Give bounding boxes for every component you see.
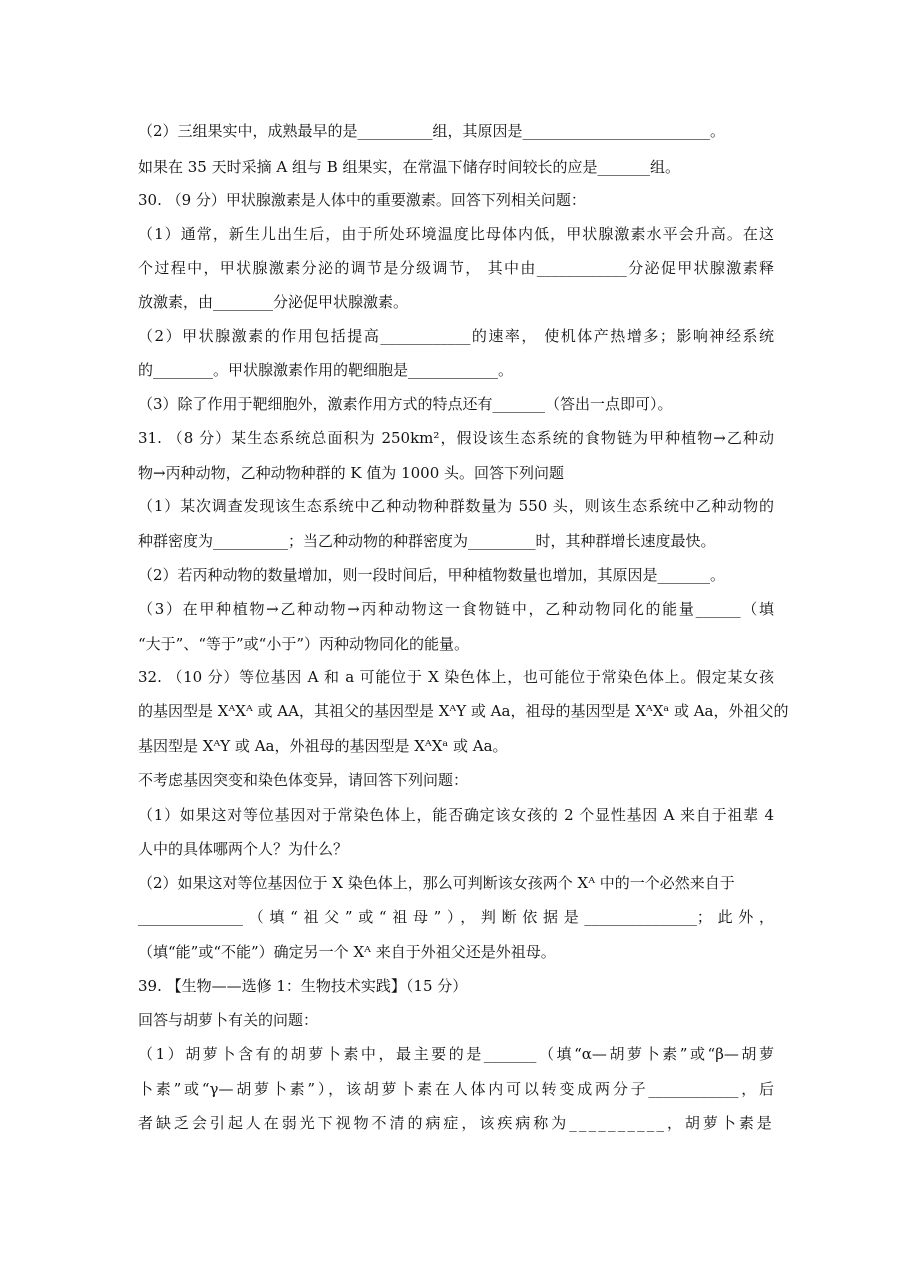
text-line: （3）除了作用于靶细胞外，激素作用方式的特点还有_______（答出一点即可）。 bbox=[138, 395, 673, 413]
text-line: （填“能”或“不能”）确定另一个 Xᴬ 来自于外祖父还是外祖母。 bbox=[138, 943, 556, 961]
text-line: （1）某次调查发现该生态系统中乙种动物种群数量为 550 头，则该生态系统中乙种动物的 bbox=[138, 497, 774, 515]
text-line: （2）甲状腺激素的作用包括提高____________的速率， 使机体产热增多；影响神经系统 bbox=[138, 327, 774, 345]
text-line: 物→丙种动物，乙种动物种群的 K 值为 1000 头。回答下列问题 bbox=[138, 464, 565, 482]
question-heading: 31. （8 分）某生态系统总面积为 250km²，假设该生态系统的食物链为甲种植物→乙种动 bbox=[138, 429, 774, 447]
text-line: 不考虑基因突变和染色体变异，请回答下列问题： bbox=[138, 771, 469, 789]
text-line: （3）在甲种植物→乙种动物→丙种动物这一食物链中，乙种动物同化的能量______（填 bbox=[138, 600, 774, 618]
question-heading: 30. （9 分）甲状腺激素是人体中的重要激素。回答下列相关问题： bbox=[138, 191, 586, 209]
text-line: 的________。甲状腺激素作用的靶细胞是____________。 bbox=[138, 361, 514, 379]
text-line: （1）如果这对等位基因对于常染色体上，能否确定该女孩的 2 个显性基因 A 来自于祖辈 4 bbox=[138, 806, 774, 824]
text-line: 种群密度为__________；当乙种动物的种群密度为_________时，其种群增长速度最快。 bbox=[138, 532, 716, 550]
text-line: 回答与胡萝卜有关的问题： bbox=[138, 1011, 319, 1029]
text-line: 者缺乏会引起人在弱光下视物不清的病症，该疾病称为__________，胡萝卜素是 bbox=[138, 1114, 774, 1132]
text-line: （2）如果这对等位基因位于 X 染色体上，那么可判断该女孩两个 Xᴬ 中的一个必然来自于 bbox=[138, 874, 735, 892]
text-line: 放激素，由________分泌促甲状腺激素。 bbox=[138, 293, 409, 311]
text-line: 人中的具体哪两个人？为什么？ bbox=[138, 840, 349, 858]
text-line: （1）胡萝卜含有的胡萝卜素中，最主要的是_______（填“α—胡萝卜素”或“β—胡萝 bbox=[138, 1045, 774, 1063]
text-line: ______________（填“祖父”或“祖母”），判断依据是_______________；此外， bbox=[138, 908, 774, 926]
text-line: 如果在 35 天时采摘 A 组与 B 组果实，在常温下储存时间较长的应是_______组。 bbox=[138, 158, 681, 176]
question-heading: 39. 【生物——选修 1：生物技术实践】（15 分） bbox=[138, 977, 468, 995]
text-line: “大于”、“等于”或“小于”）丙种动物同化的能量。 bbox=[138, 635, 470, 653]
text-line: 基因型是 XᴬY 或 Aa，外祖母的基因型是 XᴬXᵃ 或 Aa。 bbox=[138, 737, 508, 755]
text-line: （1）通常，新生儿出生后，由于所处环境温度比母体内低，甲状腺激素水平会升高。在这 bbox=[138, 225, 774, 243]
text-line: （2）若丙种动物的数量增加，则一段时间后，甲种植物数量也增加，其原因是_______。 bbox=[138, 566, 726, 584]
text-line: （2）三组果实中，成熟最早的是__________组，其原因是_________________________。 bbox=[138, 122, 726, 140]
text-line: 个过程中，甲状腺激素分泌的调节是分级调节， 其中由____________分泌促甲状腺激素释 bbox=[138, 259, 774, 277]
text-line: 的基因型是 XᴬXᴬ 或 AA，其祖父的基因型是 XᴬY 或 Aa，祖母的基因型是 XᴬXᵃ 或 Aa，外祖父的 bbox=[138, 702, 789, 720]
text-line: 卜素”或“γ—胡萝卜素”），该胡萝卜素在人体内可以转变成两分子____________，后 bbox=[138, 1080, 774, 1098]
question-heading: 32. （10 分）等位基因 A 和 a 可能位于 X 染色体上，也可能位于常染色体上。假定某女孩 bbox=[138, 668, 774, 686]
